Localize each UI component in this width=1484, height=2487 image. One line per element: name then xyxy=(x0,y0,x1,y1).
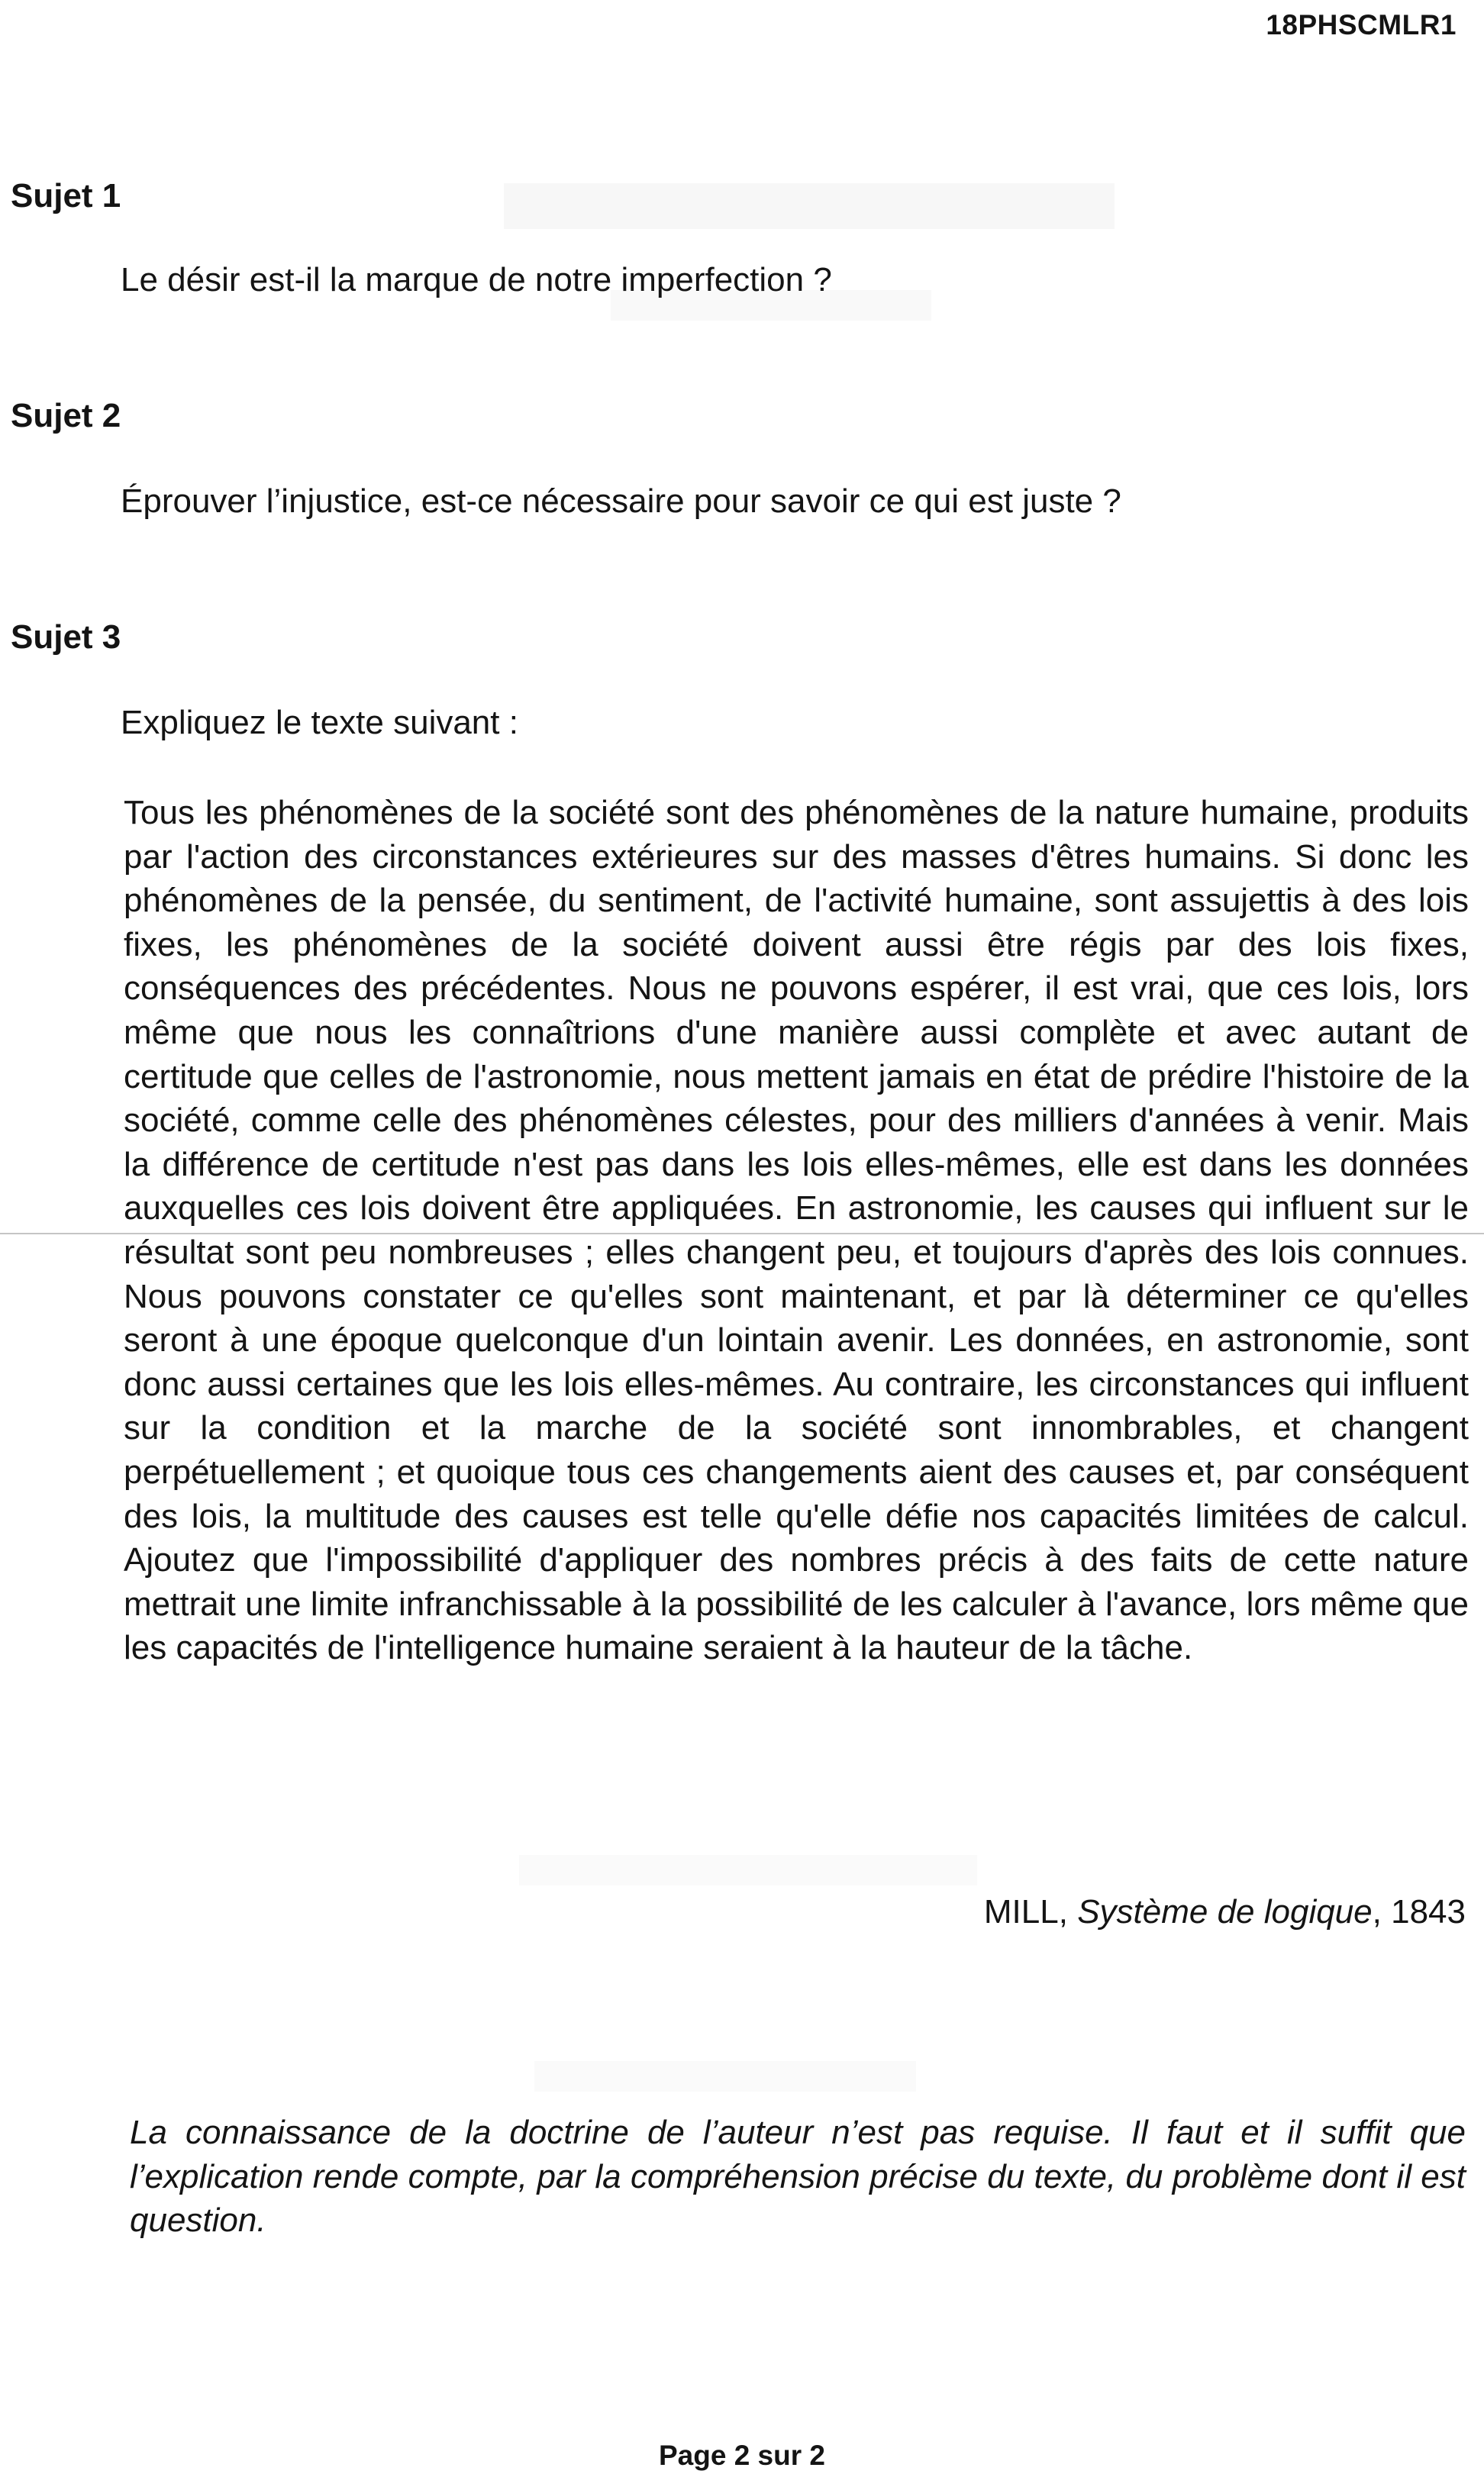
page-number: Page 2 sur 2 xyxy=(658,2440,825,2471)
attribution-year: , 1843 xyxy=(1372,1893,1466,1931)
bleed-through-mark xyxy=(504,183,1115,229)
passage-attribution xyxy=(984,1893,1466,1931)
subject-2-heading: Sujet 2 xyxy=(11,397,121,434)
subject-3-question: Expliquez le texte suivant : xyxy=(121,704,518,741)
subject-2-question: Éprouver l’injustice, est-ce nécessaire pour savoir ce qui est juste ? xyxy=(121,482,1121,520)
subject-3-heading: Sujet 3 xyxy=(11,618,121,656)
subject-1-heading: Sujet 1 xyxy=(11,177,121,215)
source-passage: Tous les phénomènes de la société sont des phénomènes de la nature humaine, produits par l'action des circonstances extérieures sur des masses d'êtres humains. Si donc les phénomènes de la pensée, du sentiment, de l'activité humaine, sont assujettis à des lois fixes, les phénomènes de la société doivent aussi être régis par des lois fixes, conséquences des précédentes. Nous ne pouvons espérer, il est vrai, que ces lois, lors même que nous les connaîtrions d'une manière aussi complète et avec autant de certitude que celles de l'astronomie, nous mettent jamais en état de prédire l'histoire de la société, comme celle des phénomènes célestes, pour des milliers d'années à venir. Mais la différence de certitude n'est pas dans les lois elles-mêmes, elle est dans les données auxquelles ces lois doivent être appliquées. En astronomie, les causes qui influent sur le résultat sont peu nombreuses ; elles changent peu, et toujours d'après des lois connues. Nous pouvons constater ce qu'elles sont maintenant, et par là déterminer ce qu'elles seront à une époque quelconque d'un lointain avenir. Les données, en astronomie, sont donc aussi certaines que les lois elles-mêmes. Au contraire, les circonstances qui influent sur la condition et la marche de la société sont innombrables, et changent perpétuellement ; et quoique tous ces changements aient des causes et, par conséquent des lois, la multitude des causes est telle qu'elle défie nos capacités limitées de calcul. Ajoutez que l'impossibilité d'appliquer des nombres précis à des faits de cette nature mettrait une limite infranchissable à la possibilité de les calculer à l'avance, lors même que les capacités de l'intelligence humaine seraient à la hauteur de la tâche. xyxy=(124,794,1469,1667)
subject-1-question: Le désir est-il la marque de notre imperfection ? xyxy=(121,261,832,298)
exam-instruction: La connaissance de la doctrine de l’auteur n’est pas requise. Il faut et il suffit que l’explication rende compte, par la compréhension précise du texte, du problème dont il est question. xyxy=(130,2114,1466,2239)
document-code: 18PHSCMLR1 xyxy=(1266,9,1457,40)
bleed-through-mark xyxy=(534,2061,916,2092)
scan-fold-line xyxy=(0,1233,1484,1234)
attribution-author: MILL, xyxy=(983,1893,1078,1931)
attribution-work-title: Système de logique xyxy=(1077,1893,1373,1931)
bleed-through-mark xyxy=(519,1855,977,1885)
